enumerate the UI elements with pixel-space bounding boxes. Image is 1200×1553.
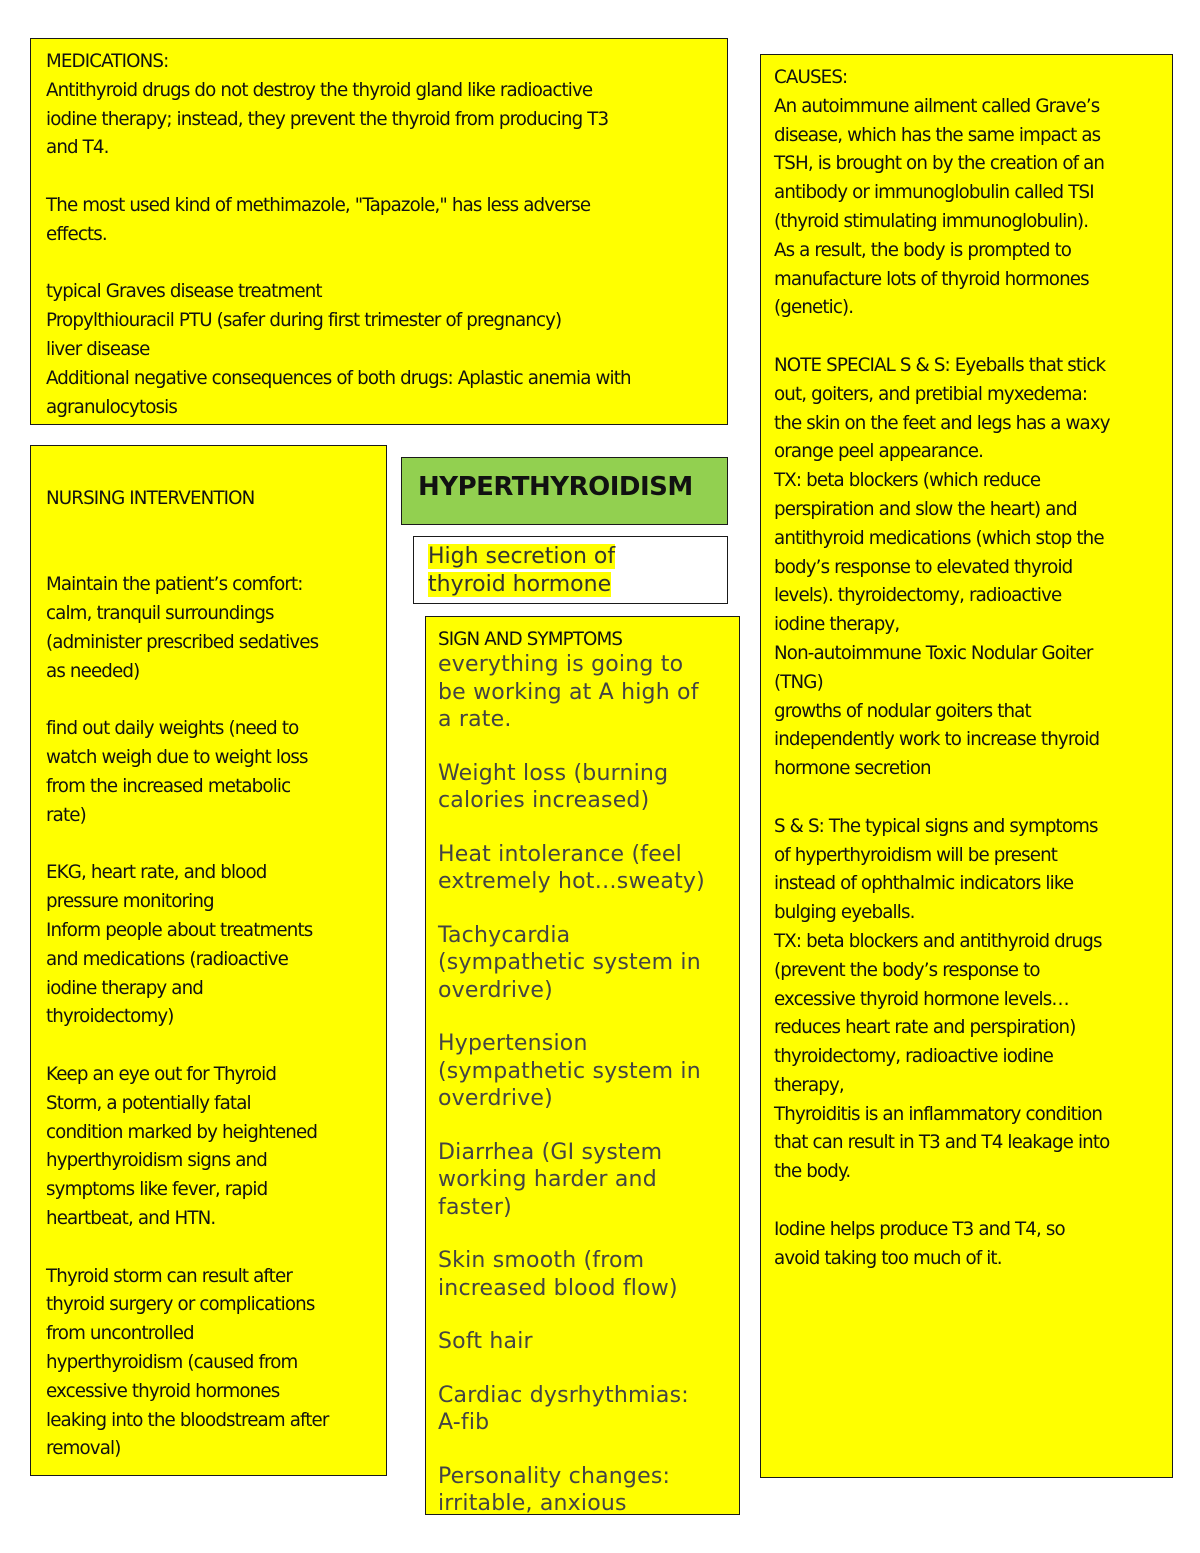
medications-paragraph: The most used kind of methimazole, "Tapazole," has less adverse effects. [46, 193, 591, 245]
causes-paragraph: S & S: The typical signs and symptoms of hyperthyroidism will be present instead of ophthalmic indicators like bulging eyeballs. TX: beta blockers and antithyroid drugs (prevent the body’s response to excessive thyroid hormone levels… reduces heart rate and perspiration) thyroidectomy, radioactive iodine therapy, Thyroiditis is an inflammatory condition that can result in T3 and T4 leakage into the body. [774, 814, 1110, 1183]
symptom-item: Skin smooth (from increased blood flow) [438, 1248, 678, 1301]
symptom-item: Heat intolerance (feel extremely hot…sweaty) [438, 841, 705, 894]
causes-paragraph: An autoimmune ailment called Grave’s disease, which has the same impact as TSH, is brought on by the creation of an antibody or immunoglobulin called TSI (thyroid stimulating immunoglobulin). As a result, the body is prompted to manufacture lots of thyroid hormones (genetic). [774, 94, 1105, 319]
nursing-paragraph: Thyroid storm can result after thyroid surgery or complications from uncontrolled hyperthyroidism (caused from excessive thyroid hormones leaking into the bloodstream after removal) [46, 1264, 329, 1460]
causes-heading: CAUSES: [774, 66, 848, 88]
symptom-item: Personality changes: irritable, anxious [438, 1463, 671, 1515]
page-title: HYPERTHYROIDISM [418, 472, 693, 502]
causes-paragraph: Iodine helps produce T3 and T4, so avoid taking too much of it. [774, 1217, 1065, 1269]
medications-paragraph: typical Graves disease treatment Propylthiouracil PTU (safer during first trimester of pregnancy) liver disease Additional negative consequences of both drugs: Aplastic anemia with agranulocytosis [46, 280, 631, 418]
symptom-item: Soft hair [438, 1329, 533, 1354]
symptom-item: Weight loss (burning calories increased) [438, 760, 669, 813]
nursing-paragraph: find out daily weights (need to watch weigh due to weight loss from the increased metabolic rate) [46, 717, 308, 826]
nursing-paragraph: EKG, heart rate, and blood pressure monitoring Inform people about treatments and medications (radioactive iodine therapy and thyroidectomy) [46, 861, 313, 1028]
causes-paragraph: NOTE SPECIAL S & S: Eyeballs that stick out, goiters, and pretibial myxedema: the skin on the feet and legs has a waxy orange peel appearance. TX: beta blockers (which reduce perspiration and slow the heart) and antithyroid medications (which stop the body’s response to elevated thyroid levels). thyroidectomy, radioactive iodine therapy, Non-autoimmune Toxic Nodular Goiter (TNG) growths of nodular goiters that independently work to increase thyroid hormone secretion [774, 353, 1110, 780]
definition-text: High secretion of thyroid hormone [428, 544, 616, 597]
nursing-heading: NURSING INTERVENTION [46, 487, 255, 509]
causes-box [760, 54, 1173, 1478]
definition-box [413, 536, 728, 604]
symptom-item: Diarrhea (GI system working harder and faster) [438, 1139, 663, 1220]
medications-box [30, 38, 728, 425]
symptom-item: Tachycardia (sympathetic system in overdrive) [438, 922, 701, 1003]
nursing-paragraph: Keep an eye out for Thyroid Storm, a potentially fatal condition marked by heightened hyperthyroidism signs and symptoms like fever, rapid heartbeat, and HTN. [46, 1062, 318, 1229]
title-box [401, 457, 728, 525]
signs-symptoms-box [425, 616, 740, 1515]
medications-paragraph: Antithyroid drugs do not destroy the thyroid gland like radioactive iodine therapy; instead, they prevent the thyroid from producing T3 and T4. [46, 78, 609, 159]
medications-heading: MEDICATIONS: [46, 50, 169, 72]
symptom-item: Hypertension (sympathetic system in overdrive) [438, 1031, 701, 1111]
signs-heading: SIGN AND SYMPTOMS [438, 628, 623, 650]
nursing-paragraph: Maintain the patient’s comfort: calm, tranquil surroundings (administer prescribed sedatives as needed) [46, 573, 319, 682]
symptom-item: everything is going to be working at A high of a rate. [438, 652, 699, 732]
nursing-intervention-box [30, 445, 387, 1476]
symptom-item: Cardiac dysrhythmias: A-fib [438, 1382, 689, 1435]
